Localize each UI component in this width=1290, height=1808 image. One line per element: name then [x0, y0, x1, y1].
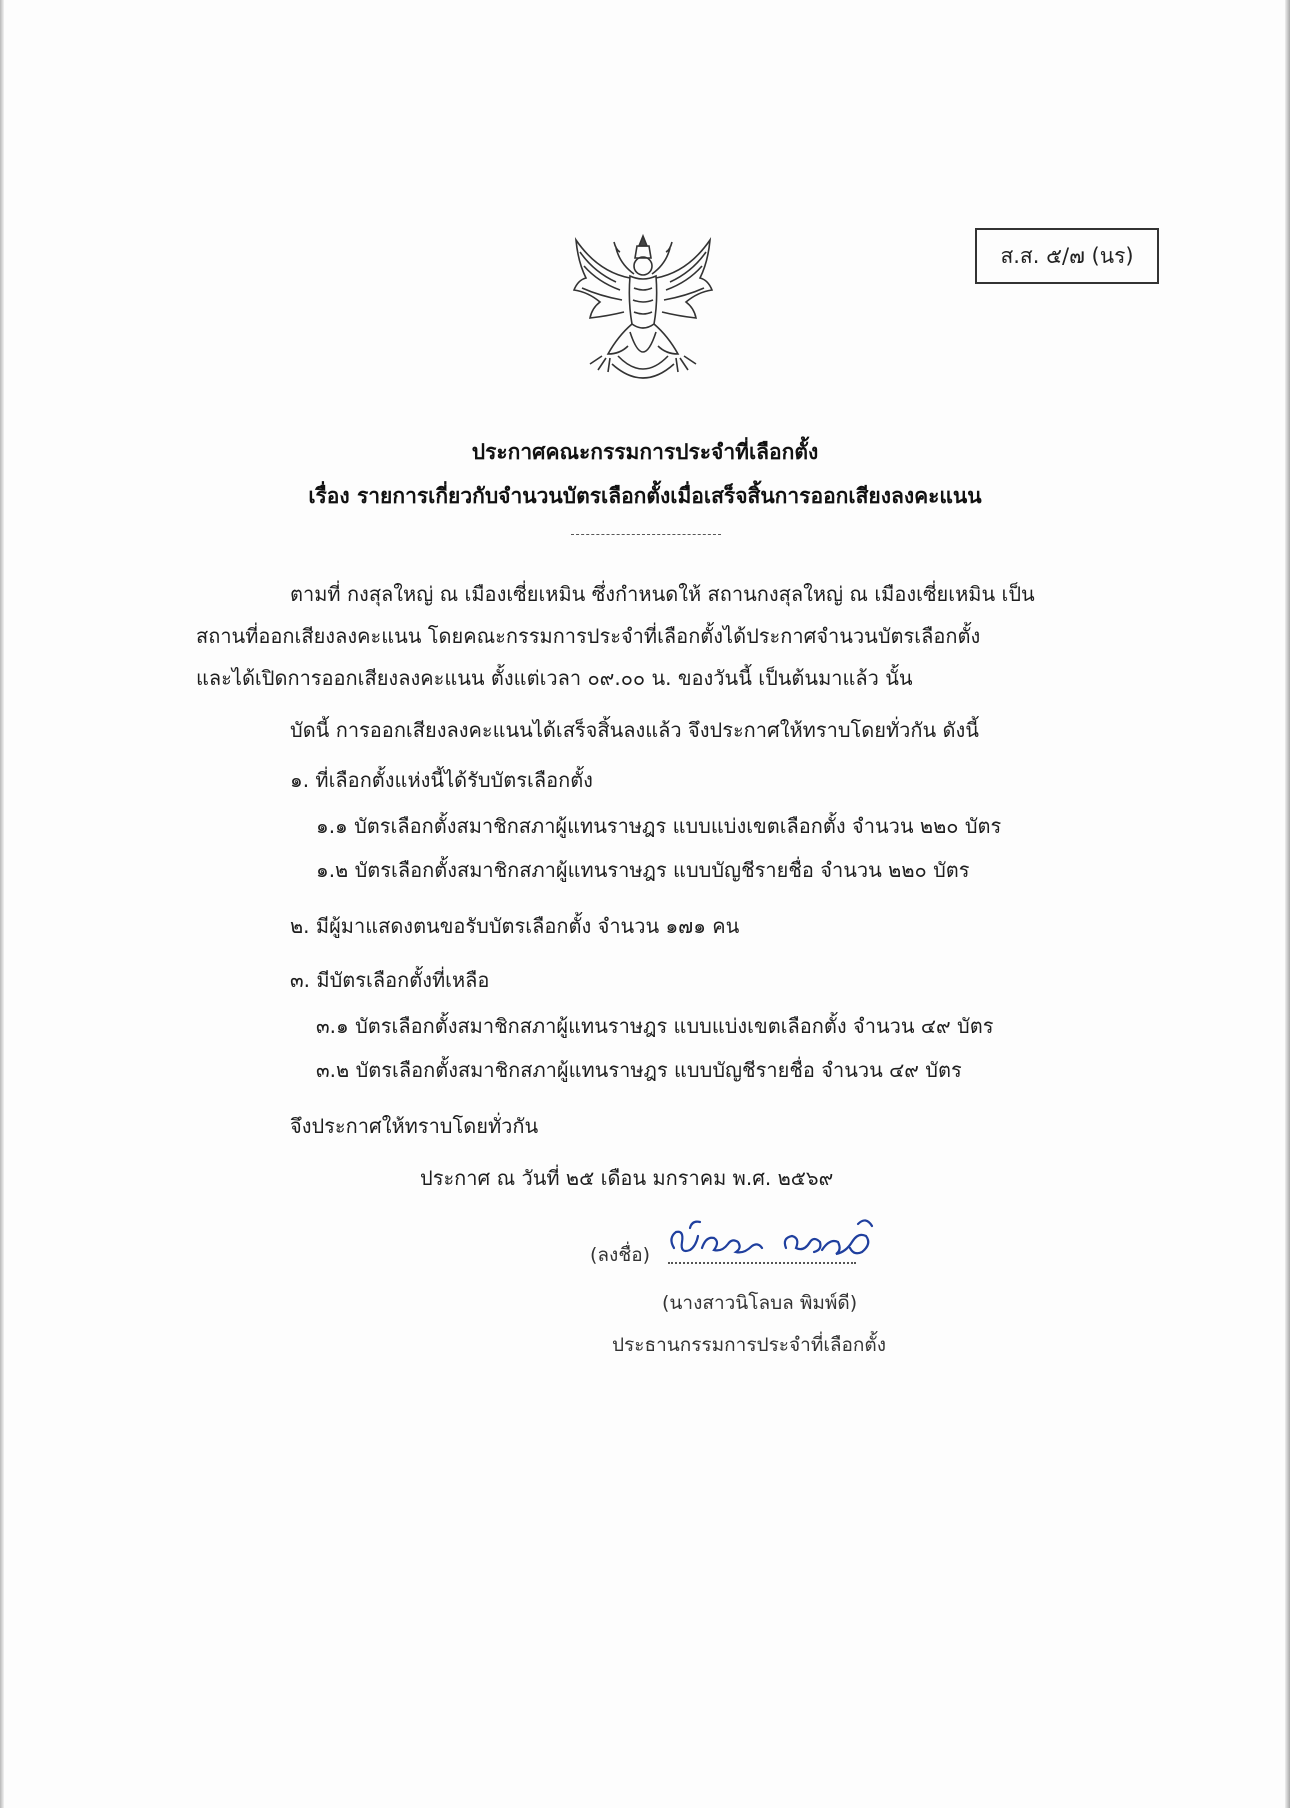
title-line-1: ประกาศคณะกรรมการประจำที่เลือกตั้ง — [471, 440, 819, 464]
announcement-title — [0, 430, 1290, 518]
closing-line: จึงประกาศให้ทราบโดยทั่วกัน — [290, 1114, 539, 1138]
announce-line: บัดนี้ การออกเสียงลงคะแนนได้เสร็จสิ้นลงแล้ว จึงประกาศให้ทราบโดยทั่วกัน ดังนี้ — [290, 718, 979, 742]
title-divider — [571, 534, 721, 535]
item-1: ๑. ที่เลือกตั้งแห่งนี้ได้รับบัตรเลือกตั้ง — [290, 768, 593, 792]
item-2: ๒. มีผู้มาแสดงตนขอรับบัตรเลือกตั้ง จำนวน ๑๗๑ คน — [290, 914, 740, 938]
item-3: ๓. มีบัตรเลือกตั้งที่เหลือ — [290, 968, 490, 992]
item-3-1: ๓.๑ บัตรเลือกตั้งสมาชิกสภาผู้แทนราษฎร แบบแบ่งเขตเลือกตั้ง จำนวน ๔๙ บัตร — [316, 1014, 994, 1038]
page-left-edge — [0, 0, 4, 1808]
intro-line-2: สถานที่ออกเสียงลงคะแนน โดยคณะกรรมการประจำที่เลือกตั้งได้ประกาศจำนวนบัตรเลือกตั้ง — [196, 624, 981, 648]
signer-title: ประธานกรรมการประจำที่เลือกตั้ง — [612, 1334, 887, 1356]
item-1-1: ๑.๑ บัตรเลือกตั้งสมาชิกสภาผู้แทนราษฎร แบบแบ่งเขตเลือกตั้ง จำนวน ๒๒๐ บัตร — [316, 814, 1002, 838]
form-code-box — [975, 228, 1159, 284]
form-code: ส.ส. ๕/๗ (นร) — [1000, 243, 1134, 268]
handwritten-signature — [662, 1208, 892, 1272]
signature-label: (ลงชื่อ) — [590, 1244, 651, 1266]
intro-line-1: ตามที่ กงสุลใหญ่ ณ เมืองเซี่ยเหมิน ซึ่งกำหนดให้ สถานกงสุลใหญ่ ณ เมืองเซี่ยเหมิน เป็น — [290, 582, 1035, 606]
page-right-edge — [1285, 0, 1290, 1808]
intro-line-3: และได้เปิดการออกเสียงลงคะแนน ตั้งแต่เวลา ๐๙.๐๐ น. ของวันนี้ เป็นต้นมาแล้ว นั้น — [196, 666, 913, 690]
signer-name: (นางสาวนิโลบล พิมพ์ดี) — [662, 1292, 858, 1314]
title-line-2: เรื่อง รายการเกี่ยวกับจำนวนบัตรเลือกตั้งเมื่อเสร็จสิ้นการออกเสียงลงคะแนน — [308, 484, 982, 508]
item-1-2: ๑.๒ บัตรเลือกตั้งสมาชิกสภาผู้แทนราษฎร แบบบัญชีรายชื่อ จำนวน ๒๒๐ บัตร — [316, 858, 970, 882]
date-line: ประกาศ ณ วันที่ ๒๕ เดือน มกราคม พ.ศ. ๒๕๖๙ — [420, 1166, 834, 1190]
item-3-2: ๓.๒ บัตรเลือกตั้งสมาชิกสภาผู้แทนราษฎร แบบบัญชีรายชื่อ จำนวน ๔๙ บัตร — [316, 1058, 962, 1082]
garuda-emblem-icon — [568, 232, 718, 392]
